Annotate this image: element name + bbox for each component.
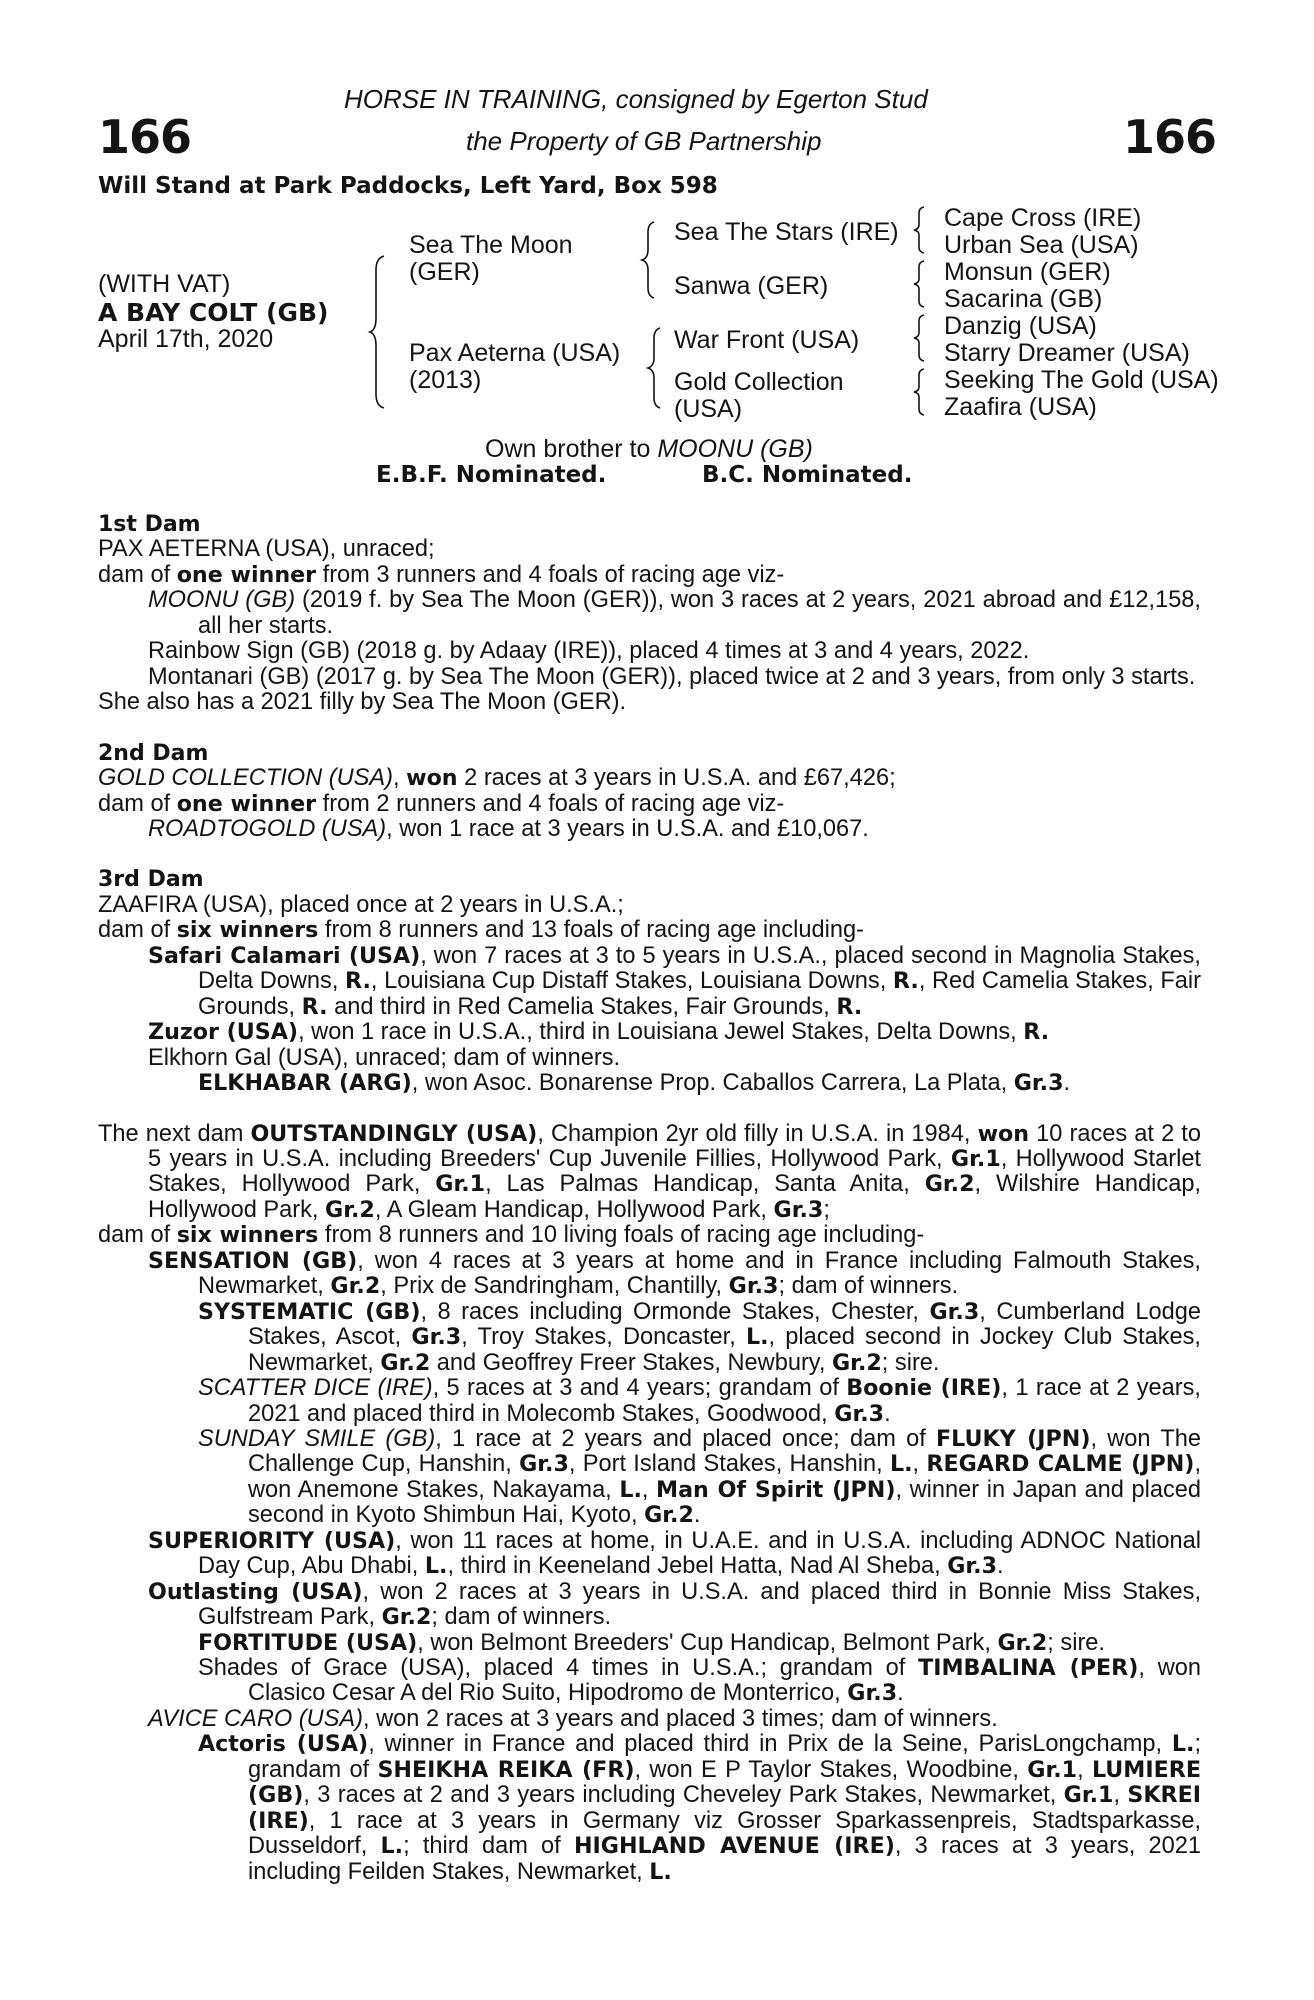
vat-note: (WITH VAT) [98, 270, 231, 298]
pedigree-bracket-g2 [914, 259, 930, 309]
sire: Sea The Moon (GER) [409, 231, 573, 286]
sire-sire: Sea The Stars (IRE) [674, 218, 899, 246]
pedigree-bracket-g3 [914, 313, 930, 363]
pedigree-bracket-g1 [914, 205, 930, 255]
great-grandparents: Cape Cross (IRE) Urban Sea (USA) Monsun (GER) Sacarina (GB) Danzig (USA) Starry Dreamer (USA) Seeking The Gold (USA) Zaafira (USA) [944, 204, 1219, 421]
first-dam-heading: 1st Dam [98, 512, 201, 537]
pedigree-bracket-gen1 [370, 252, 390, 412]
consignor-line: HORSE IN TRAINING, consigned by Egerton Stud [344, 84, 928, 114]
lot-number-left: 166 [98, 110, 192, 164]
dam-sire: War Front (USA) [674, 326, 860, 354]
dam-dam: Gold Collection (USA) [674, 368, 844, 423]
bc-nominated: B.C. Nominated. [702, 462, 913, 488]
third-dam-heading: 3rd Dam [98, 867, 204, 893]
catalogue-body: 1st Dam PAX AETERNA (USA), unraced; dam of one winner from 3 runners and 4 foals of racing age viz- MOONU (GB) (2019 f. by Sea The Moon (GER)), won 3 races at 2 years, 2021 abroad and £12,158, all her starts. Rainbow Sign (GB) (2018 g. by Adaay (IRE)), placed 4 times at 3 and 4 years, 2022. Montanari (GB) (2017 g. by Sea The Moon (GER)), placed twice at 2 and 3 years, from only 3 starts. She also has a 2021 filly by Sea The Moon (GER). 2nd Dam GOLD COLLECTION (USA), won 2 races at 3 years in U.S.A. and £67,426; dam of one winner from 2 runners and 4 foals of racing age viz- ROADTOGOLD (USA), won 1 race at 3 years in U.S.A. and £10,067. 3rd Dam ZAAFIRA (USA), placed once at 2 years in U.S.A.; dam of six winners from 8 runners and 13 foals of racing age including- Safari Calamari (USA), won 7 races at 3 to 5 years in U.S.A., placed second in Magnolia Stakes, Delta Downs, R., Louisiana Cup Distaff Stakes, Louisiana Downs, R., Red Camelia Stakes, Fair Grounds, R. and third in Red Camelia Stakes, Fair Grounds, R. Zuzor (USA), won 1 race in U.S.A., third in Louisiana Jewel Stakes, Delta Downs, R. Elkhorn Gal (USA), unraced; dam of winners. ELKHABAR (ARG), won Asoc. Bonarense Prop. Caballos Carrera, La Plata, Gr.3. The next dam OUTSTANDINGLY (USA), Champion 2yr old filly in U.S.A. in 1984, won 10 races at 2 to 5 years in U.S.A. including Breeders' Cup Juvenile Fillies, Hollywood Park, Gr.1, Hollywood Starlet Stakes, Hollywood Park, Gr.1, Las Palmas Handicap, Santa Anita, Gr.2, Wilshire Handicap, Hollywood Park, Gr.2, A Gleam Handicap, Hollywood Park, Gr.3; dam of six winners from 8 runners and 10 living foals of racing age including- SENSATION (GB), won 4 races at 3 years at home and in France including Falmouth Stakes, Newmarket, Gr.2, Prix de Sandringham, Chantilly, Gr.3; dam of winners. SYSTEMATIC (GB), 8 races including Ormonde Stakes, Chester, Gr.3, Cumberland Lodge Stakes, Ascot, Gr.3, Troy Stakes, Doncaster, L., placed second in Jockey Club Stakes, Newmarket, Gr.2 and Geoffrey Freer Stakes, Newbury, Gr.2; sire. SCATTER DICE (IRE), 5 races at 3 and 4 years; grandam of Boonie (IRE), 1 race at 2 years, 2021 and placed third in Molecomb Stakes, Goodwood, Gr.3. SUNDAY SMILE (GB), 1 race at 2 years and placed once; dam of FLUKY (JPN), won The Challenge Cup, Hanshin, Gr.3, Port Island Stakes, Hanshin, L., REGARD CALME (JPN), won Anemone Stakes, Nakayama, L., Man Of Spirit (JPN), winner in Japan and placed second in Kyoto Shimbun Hai, Kyoto, Gr.2. SUPERIORITY (USA), won 11 races at home, in U.A.E. and in U.S.A. including ADNOC National Day Cup, Abu Dhabi, L., third in Keeneland Jebel Hatta, Nad Al Sheba, Gr.3. Outlasting (USA), won 2 races at 3 years in U.S.A. and placed third in Bonnie Miss Stakes, Gulfstream Park, Gr.2; dam of winners. FORTITUDE (USA), won Belmont Breeders' Cup Handicap, Belmont Park, Gr.2; sire. Shades of Grace (USA), placed 4 times in U.S.A.; grandam of TIMBALINA (PER), won Clasico Cesar A del Rio Suito, Hipodromo de Monterrico, Gr.3. AVICE CARO (USA), won 2 races at 3 years and placed 3 times; dam of winners. Actoris (USA), winner in France and placed third in Prix de la Seine, ParisLongchamp, L.; grandam of SHEIKHA REIKA (FR), won E P Taylor Stakes, Woodbine, Gr.1, LUMIERE (GB), 3 races at 2 and 3 years including Cheveley Park Stakes, Newmarket, Gr.1, SKREI (IRE), 1 race at 3 years in Germany viz Grosser Sparkassenpreis, Stadtsparkasse, Dusseldorf, L.; third dam of HIGHLAND AVENUE (IRE), 3 races at 3 years, 2021 including Feilden Stakes, Newmarket, L. [98, 512, 1201, 1885]
lot-number-right: 166 [1123, 110, 1217, 164]
pedigree-bracket-g4 [914, 367, 930, 417]
horse-name: A BAY COLT (GB) [98, 298, 329, 327]
foaling-date: April 17th, 2020 [98, 325, 274, 353]
ebf-nominated: E.B.F. Nominated. [376, 462, 607, 488]
pedigree-bracket-sire [642, 220, 662, 300]
stand-location: Will Stand at Park Paddocks, Left Yard, Box 598 [98, 173, 718, 199]
dam: Pax Aeterna (USA) (2013) [409, 339, 621, 394]
sire-dam: Sanwa (GER) [674, 272, 829, 300]
own-brother-note: Own brother to MOONU (GB) [485, 435, 813, 463]
first-dam-text: PAX AETERNA (USA), unraced; [98, 536, 435, 563]
pedigree-bracket-dam [648, 326, 668, 410]
property-line: the Property of GB Partnership [466, 126, 822, 156]
second-dam-heading: 2nd Dam [98, 740, 209, 766]
